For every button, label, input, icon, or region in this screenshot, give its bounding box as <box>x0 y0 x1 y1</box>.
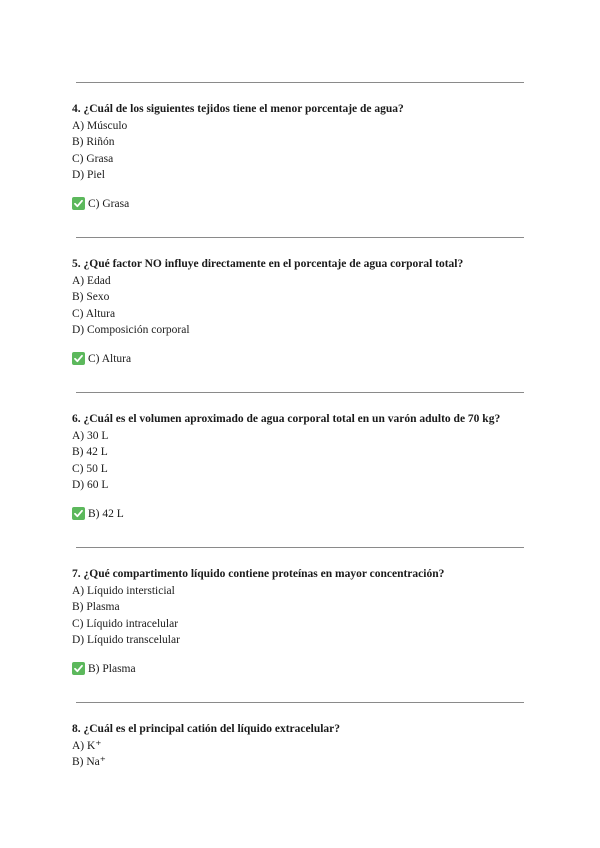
option-b: B) Sexo <box>72 291 110 303</box>
option-b: B) Na⁺ <box>72 756 106 768</box>
divider <box>76 702 524 703</box>
option-list <box>72 583 532 649</box>
question-7 <box>72 566 532 677</box>
correct-answer <box>72 506 532 523</box>
question-title: 4. ¿Cuál de los siguientes tejidos tiene el menor porcentaje de agua? <box>72 103 404 115</box>
option-b: B) Plasma <box>72 601 120 613</box>
question-title: 6. ¿Cuál es el volumen aproximado de agua corporal total en un varón adulto de 70 kg? <box>72 413 501 425</box>
question-4 <box>72 101 532 212</box>
option-d: D) 60 L <box>72 479 109 491</box>
check-icon <box>72 352 85 365</box>
correct-answer <box>72 196 532 213</box>
answer-text: B) 42 L <box>88 507 124 520</box>
option-list <box>72 118 532 184</box>
divider <box>76 392 524 393</box>
option-d: D) Piel <box>72 169 105 181</box>
question-title: 7. ¿Qué compartimento líquido contiene proteínas en mayor concentración? <box>72 568 445 580</box>
question-5 <box>72 256 532 367</box>
option-a: A) Músculo <box>72 119 128 132</box>
answer-text: B) Plasma <box>88 662 136 675</box>
correct-answer <box>72 661 532 678</box>
check-icon <box>72 662 85 675</box>
check-icon <box>72 507 85 520</box>
option-d: D) Composición corporal <box>72 324 190 336</box>
option-c: C) Grasa <box>72 152 114 165</box>
question-8 <box>72 721 532 771</box>
question-title: 5. ¿Qué factor NO influye directamente en el porcentaje de agua corporal total? <box>72 258 464 270</box>
correct-answer <box>72 351 532 368</box>
option-d: D) Líquido transcelular <box>72 634 180 646</box>
option-list <box>72 738 532 771</box>
option-list <box>72 428 532 494</box>
option-a: A) K⁺ <box>72 739 102 752</box>
option-a: A) Edad <box>72 274 111 287</box>
divider <box>76 82 524 83</box>
answer-text: C) Grasa <box>88 197 130 210</box>
option-a: A) 30 L <box>72 429 109 442</box>
option-c: C) Altura <box>72 307 116 320</box>
option-c: C) Líquido intracelular <box>72 617 179 630</box>
answer-text: C) Altura <box>88 352 132 365</box>
option-c: C) 50 L <box>72 462 108 475</box>
check-icon <box>72 197 85 210</box>
option-b: B) 42 L <box>72 446 108 458</box>
option-a: A) Líquido intersticial <box>72 584 175 597</box>
option-b: B) Riñón <box>72 136 115 148</box>
divider <box>76 547 524 548</box>
option-list <box>72 273 532 339</box>
divider <box>76 237 524 238</box>
question-title: 8. ¿Cuál es el principal catión del líquido extracelular? <box>72 723 341 735</box>
question-6 <box>72 411 532 522</box>
